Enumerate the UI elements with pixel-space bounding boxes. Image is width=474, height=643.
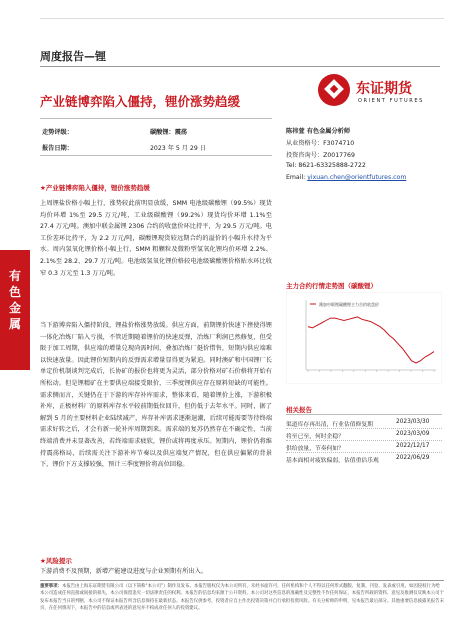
related-report-title[interactable]: 基本面相对疲软偏弱，估值重估乐观 xyxy=(286,458,379,464)
analyst-tel: Tel: 8621-63325888-2722 xyxy=(286,162,366,169)
disclaimer-footer xyxy=(40,583,444,635)
analyst-consult: 投资咨询号：Z0017769 xyxy=(286,152,355,159)
chart-title: 主力合约行情走势图（碳酸锂） xyxy=(286,282,377,290)
paragraph-market-review: 上周锂盐价格小幅上行，涨势较此前明显放缓，SMM 电池级碳酸锂（99.5%）现货均价环增 1%至 29.5 万元/吨，工业级碳酸锂（99.2%）现货均价环增 1.1%至 27.4 万元/吨。澳加中联金属锂 2306 合约的收盘价环比持平，为 29.5 万元/吨。电工价差环比持平，为 2.2 万元/吨，碳酸锂现货较远期合约的溢价的小幅升水持为平水。周内氢氧化锂价格小幅上行，SMM 粗颗粒及微粉型氢氧化锂均价环增 2.2%、2.1%至 28.2、29.7 万元/吨。电池级氢氧化锂价格较电池级碳酸锂价格贴水环比收窄 0.3 万元至 1.3 万元/吨。 xyxy=(40,200,272,277)
report-date-value: 2023 年 5 月 29 日 xyxy=(150,145,206,152)
paragraph-risk: 下游消费不及预期，新增产能建设进度与企业预期有所出入。 xyxy=(40,566,272,578)
analyst-name: 陈祎萱 有色金属分析师 xyxy=(286,128,351,135)
analyst-email: Email: yixuan.chen@orientfutures.com xyxy=(286,174,407,181)
related-report-title[interactable]: 渠道库存再出清，行业估值修复期 xyxy=(286,422,373,428)
legend-label: 澳加中联锂碳酸锂主力合约收盘价 xyxy=(319,302,379,307)
analyst-license: 从业资格号：F3074710 xyxy=(286,140,355,147)
email-link[interactable]: yixuan.chen@orientfutures.com xyxy=(307,174,407,181)
related-report-date: 2022/06/29 xyxy=(396,455,430,461)
sector-side-text: 有色金属 xyxy=(8,269,21,331)
disclaimer-label: 重要事项： xyxy=(40,584,62,589)
price-line-chart xyxy=(286,292,442,384)
related-report-date: 2023/03/30 xyxy=(396,419,430,425)
disclaimer-text: 本报告由上海东证期货有限公司（以下简称“本公司”）制作及发布。本报告版权仅为本公司所有，未经书面许可，任何机构和个人不得以任何形式翻版、复制、刊登、发表或引用。如因侵权行为给本公司造成任何直接或间接的损失，本公司保留追究一切法律责任的权利。本报告的信息均来源于公开资料，本公司对这些信息的准确性及完整性不作任何保证，本报告所载的资料、意见及推测仅反映本公司于发布本报告当日的判断，本公司不保证本报告所含信息保持在最新状态。本报告仅供参考，投资者应自主作出投资决策并自行承担投资风险。 xyxy=(40,584,444,604)
logo-en-text: ORIENT FUTURES xyxy=(358,98,424,104)
rating-label: 走势评级： xyxy=(42,129,73,136)
page-top-rule xyxy=(40,18,444,19)
related-report-title[interactable]: 将至已至，何时企稳？ xyxy=(286,434,344,440)
section-heading-main: ★产业链博弈陷入僵持，锂价涨势趋缓 xyxy=(40,184,150,192)
disclaimer-contact: 有关分析师的申明，见本报告最后部分。其他重要信息披露见报告末页，在任何情况下，本报告中的信息或所表述的意见并不构成对任何人的投资建议。 xyxy=(40,598,444,612)
report-date-label: 报告日期： xyxy=(42,145,73,152)
related-reports-heading: 相关报告 xyxy=(286,406,312,414)
related-report-date: 2023/03/09 xyxy=(396,431,430,437)
related-report-title[interactable]: 供给放量，节奏何如？ xyxy=(286,446,344,452)
related-divider xyxy=(286,414,442,415)
header-divider xyxy=(40,66,440,67)
footer-divider xyxy=(40,580,444,581)
company-logo xyxy=(318,74,442,114)
section-heading-risk: ★风险提示 xyxy=(40,556,76,565)
meta-top-rule xyxy=(40,118,272,119)
rating-value: 碳酸锂：震荡 xyxy=(150,129,188,136)
paragraph-analysis: 当下游博弈陷入僵持阶段，锂盐价格涨势放缓。供应方面，前期锂价快速下挫使得锂一体化冶炼厂陷入亏损，不管近期随着锂价的快速反弹，冶炼厂利润已然修复，但受限于加工周期，供应端的增量兑现尚需时间，叠加冶炼厂挺价惜售，短期内供应端难以快速放量。因此锂价短期内的反弹需求增量显得更为紧迫。同时澳矿和中国锂厂长单定价机制谈判完成后，长协矿的报价也将更为灵活，部分价格对矿石价格将开始有所松动。但是锂精矿在主要供应端接受限价，三季度锂供应存在原料短缺的可能性。需求侧而言，关键仍在于下游的库存补库需求，整体来看，随着锂价上涨，下游积极补库，正极材料厂的原料库存水平较前期低位回升，但仍低于去年水平。同时，据了解到 5 月的主要材料企业陆续减产，库存补库需求逐渐退潮，后续可能需要等待终端需求好转之后，才会有新一轮补库周期到来。需求端的复苏仍然存在不确定性，当前终端消费并未显著改善，若终端需求疲软，锂价或将再度承压。短期内，锂价仍将维持震荡格局，后续需关注下游补库节奏以及供应端复产情况，但在供应偏紧的背景下，锂价下方支撑较强，预计三季度锂价将高位回稳。 xyxy=(40,322,272,469)
logo-mark-icon xyxy=(318,74,350,106)
meta-bottom-rule xyxy=(40,155,272,156)
related-separator xyxy=(286,452,442,453)
page-title: 产业链博弈陷入僵持，锂价涨势趋缓 xyxy=(40,94,241,109)
related-separator xyxy=(286,428,442,429)
related-separator xyxy=(286,440,442,441)
related-report-date: 2022/12/17 xyxy=(396,443,430,449)
logo-cn-text: 东证期货 xyxy=(356,81,412,97)
report-type-title: 周度报告—锂 xyxy=(40,50,106,63)
